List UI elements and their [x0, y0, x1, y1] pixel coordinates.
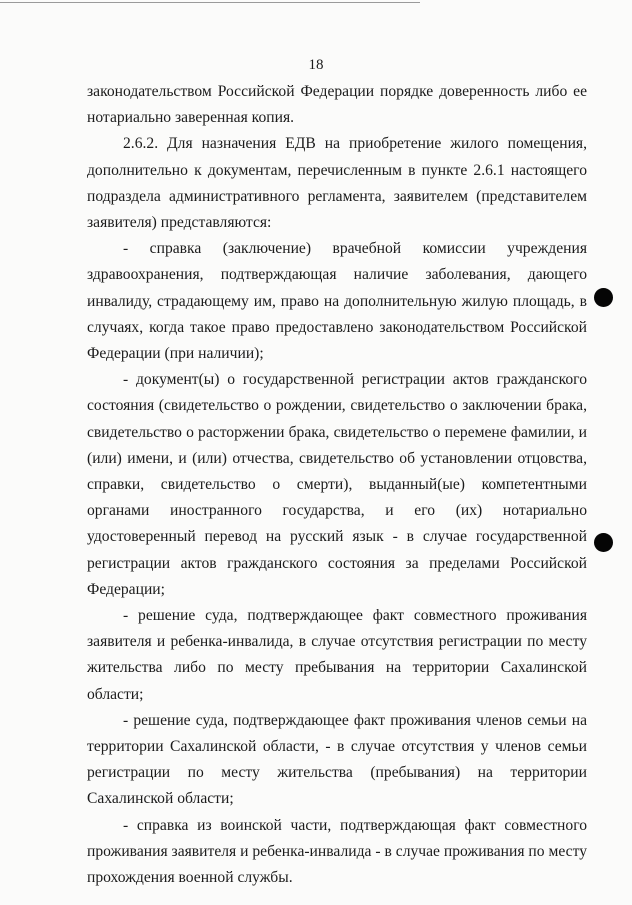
paragraph-1: законодательством Российской Федерации порядке доверенность либо ее нотариально заверенная копия.	[87, 83, 587, 127]
scan-edge-line	[0, 2, 420, 3]
paragraph-6: - решение суда, подтверждающее факт проживания членов семьи на территории Сахалинской области, - в случае отсутствия у членов семьи регистрации по месту жительства (пребывания) на территории Сахалинской области;	[87, 711, 587, 808]
paragraph-7: - справка из воинской части, подтверждающая факт совместного проживания заявителя и ребенка-инвалида - в случае проживания по месту прохождения военной службы.	[87, 816, 587, 887]
punch-hole-mark	[594, 288, 613, 307]
paragraph-3: - справка (заключение) врачебной комиссии учреждения здравоохранения, подтверждающая наличие заболевания, дающего инвалиду, страдающему им, право на дополнительную жилую площадь, в случаях, когда такое право предоставлено законодательством Российской Федерации (при наличии);	[87, 240, 587, 363]
document-body	[87, 79, 587, 891]
punch-hole-mark	[594, 533, 613, 552]
paragraph-2: 2.6.2. Для назначения ЕДВ на приобретение жилого помещения, дополнительно к документам, перечисленным в пункте 2.6.1 настоящего подраздела административного регламента, заявителем (представителем заявителя) представляются:	[87, 135, 587, 232]
paragraph-4: - документ(ы) о государственной регистрации актов гражданского состояния (свидетельство о рождении, свидетельство о заключении брака, свидетельство о расторжении брака, свидетельство о перемене фамилии, и (или) имени, и (или) отчества, свидетельство об установлении отцовства, справки, свидетельство о смерти), выданный(ые) компетентными органами иностранного государства, и его (их) нотариально удостоверенный перевод на русский язык - в случае государственной регистрации актов гражданского состояния за пределами Российской Федерации;	[87, 371, 587, 598]
page-number: 18	[308, 57, 324, 73]
paragraph-5: - решение суда, подтверждающее факт совместного проживания заявителя и ребенка-инвалида, в случае отсутствия регистрации по месту жительства либо по месту пребывания на территории Сахалинской области;	[87, 607, 587, 703]
